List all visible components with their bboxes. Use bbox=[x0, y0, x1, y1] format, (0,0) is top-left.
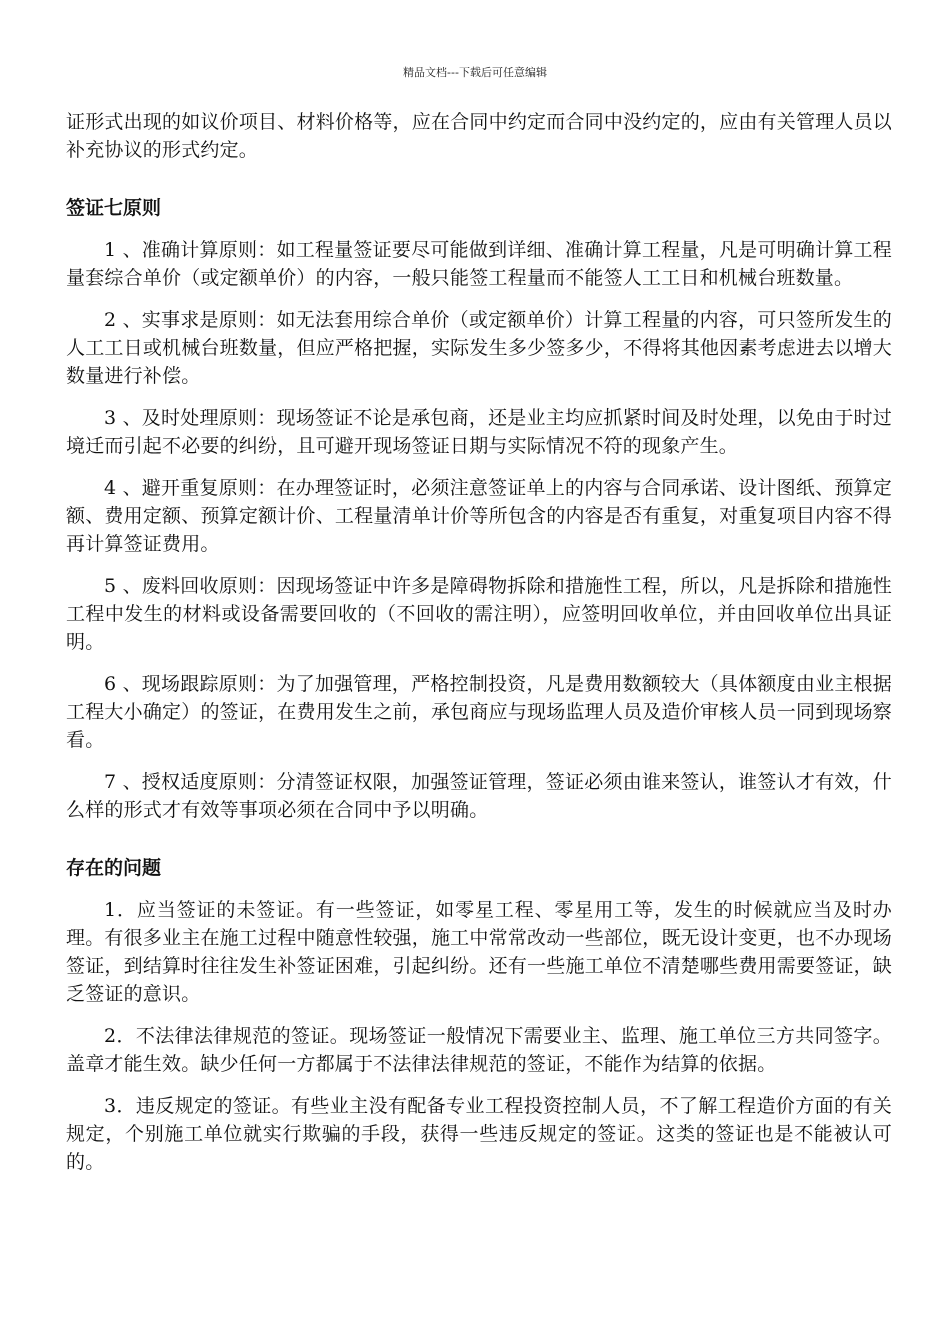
principle-item-2: 2 、实事求是原则：如无法套用综合单价（或定额单价）计算工程量的内容，可只签所发生的人工工日或机械台班数量，但应严格把握，实际发生多少签多少，不得将其他因素考虑进去以增大数量进行补偿。 bbox=[66, 309, 892, 387]
problem-item-1: 1．应当签证的未签证。有一些签证，如零星工程、零星用工等，发生的时候就应当及时办理。有很多业主在施工过程中随意性较强，施工中常常改动一些部位，既无设计变更，也不办现场签证，到结算时往往发生补签证困难，引起纠纷。还有一些施工单位不清楚哪些费用需要签证，缺乏签证的意识。 bbox=[66, 899, 892, 1005]
principle-item-7: 7 、授权适度原则：分清签证权限，加强签证管理，签证必须由谁来签认，谁签认才有效，什么样的形式才有效等事项必须在合同中予以明确。 bbox=[66, 771, 892, 821]
principle-item-4: 4 、避开重复原则：在办理签证时，必须注意签证单上的内容与合同承诺、设计图纸、预算定额、费用定额、预算定额计价、工程量清单计价等所包含的内容是否有重复，对重复项目内容不得再计算签证费用。 bbox=[66, 477, 892, 555]
document-body bbox=[66, 108, 892, 1176]
principle-item-1: 1 、准确计算原则：如工程量签证要尽可能做到详细、准确计算工程量，凡是可明确计算工程量套综合单价（或定额单价）的内容，一般只能签工程量而不能签人工工日和机械台班数量。 bbox=[66, 239, 892, 289]
intro-paragraph: 证形式出现的如议价项目、材料价格等，应在合同中约定而合同中没约定的，应由有关管理人员以补充协议的形式约定。 bbox=[66, 111, 892, 161]
page-header: 精品文档---下载后可任意编辑 bbox=[403, 66, 547, 79]
principle-item-3: 3 、及时处理原则：现场签证不论是承包商，还是业主均应抓紧时间及时处理，以免由于时过境迁而引起不必要的纠纷，且可避开现场签证日期与实际情况不符的现象产生。 bbox=[66, 407, 892, 457]
principle-item-5: 5 、废料回收原则：因现场签证中许多是障碍物拆除和措施性工程，所以，凡是拆除和措施性工程中发生的材料或设备需要回收的（不回收的需注明），应签明回收单位，并由回收单位出具证明。 bbox=[66, 575, 892, 653]
section-title-principles: 签证七原则 bbox=[66, 197, 162, 219]
problem-item-3: 3．违反规定的签证。有些业主没有配备专业工程投资控制人员，不了解工程造价方面的有关规定，个别施工单位就实行欺骗的手段，获得一些违反规定的签证。这类的签证也是不能被认可的。 bbox=[66, 1095, 892, 1173]
section-title-problems: 存在的问题 bbox=[66, 857, 162, 879]
principle-item-6: 6 、现场跟踪原则：为了加强管理，严格控制投资，凡是费用数额较大（具体额度由业主根据工程大小确定）的签证，在费用发生之前，承包商应与现场监理人员及造价审核人员一同到现场察看。 bbox=[66, 673, 892, 751]
problem-item-2: 2．不法律法律规范的签证。现场签证一般情况下需要业主、监理、施工单位三方共同签字。盖章才能生效。缺少任何一方都属于不法律法律规范的签证，不能作为结算的依据。 bbox=[66, 1025, 892, 1075]
